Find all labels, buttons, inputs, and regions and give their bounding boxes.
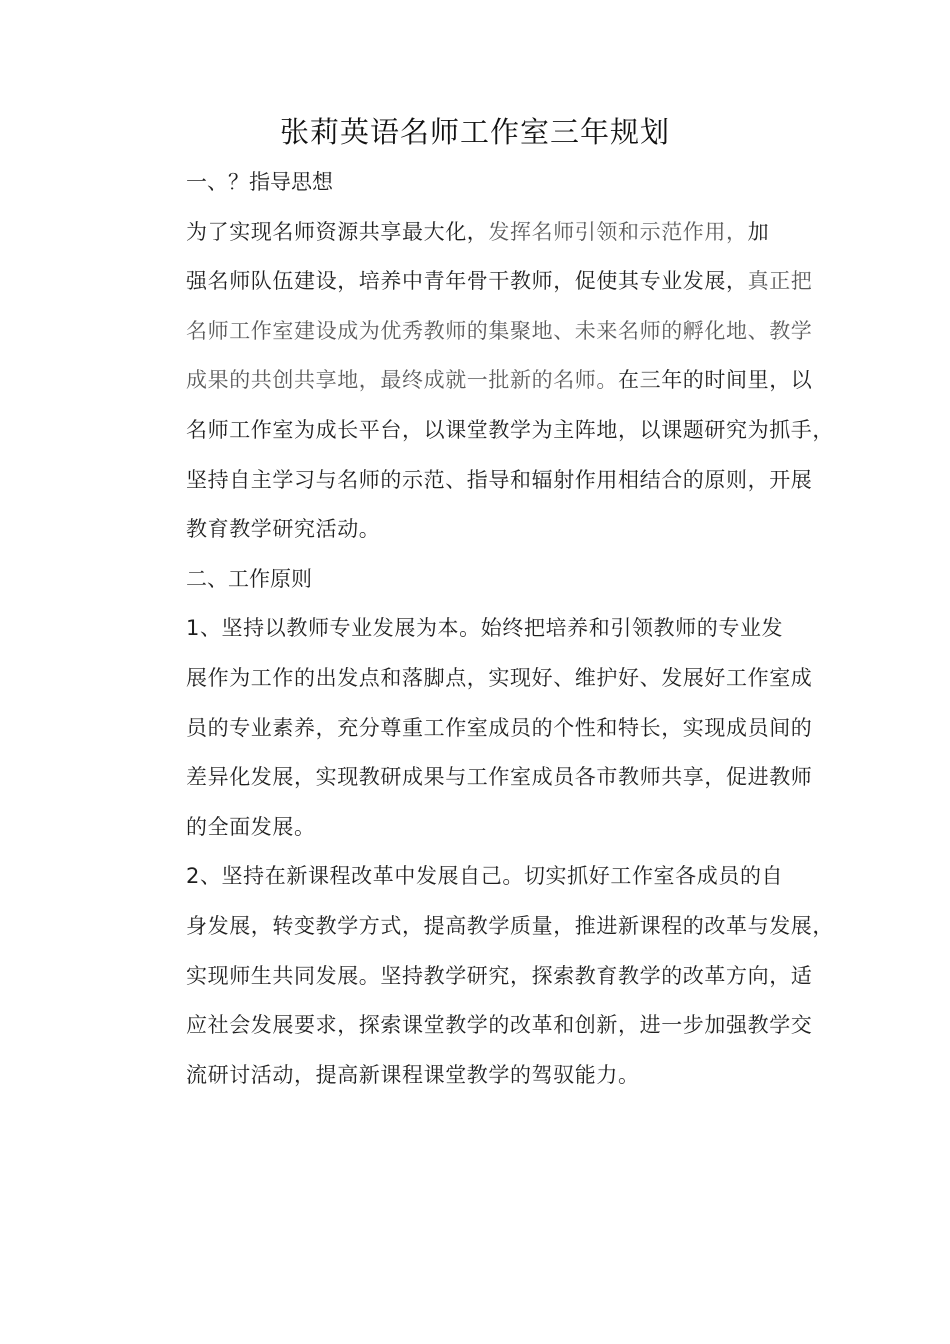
section-heading-work-principles: 二、工作原则 xyxy=(186,566,312,591)
text-line xyxy=(142,356,822,406)
text-line: 展作为工作的出发点和落脚点，实现好、维护好、发展好工作室成 xyxy=(186,665,813,690)
text-line xyxy=(142,505,822,555)
section-heading-guiding-ideology: 一、？指导思想 xyxy=(186,170,333,194)
text-run: 名师工作室为成长平台，以课堂教学为主阵地，以课题研究为抓手， xyxy=(186,417,834,442)
text-run: 强名师队伍建设，培养中青年骨干教师，促使其专业发展， xyxy=(186,269,748,294)
text-run: 坚持自主学习与名师的示范、指导和辐射作用相结合的原则，开展 xyxy=(186,467,813,492)
paragraph-guiding-ideology xyxy=(142,208,834,555)
text-run: 在三年的时间里，以 xyxy=(618,368,813,393)
paragraph-principle-2 xyxy=(142,852,834,1100)
text-run: 真正把 xyxy=(747,269,813,294)
text-line xyxy=(142,257,822,307)
document-body xyxy=(142,158,834,1100)
text-line: 员的专业素养，充分尊重工作室成员的个性和特长，实现成员间的 xyxy=(186,715,813,740)
document-title: 张莉英语名师工作室三年规划 xyxy=(279,115,670,149)
text-line: 1、坚持以教师专业发展为本。始终把培养和引领教师的专业发 xyxy=(186,616,784,641)
text-line: 差异化发展，实现教研成果与工作室成员各市教师共享，促进教师 xyxy=(186,765,813,790)
text-line: 2、坚持在新课程改革中发展自己。切实抓好工作室各成员的自 xyxy=(186,864,784,889)
text-run: 成果的共创共享地，最终成就一批新的名师。 xyxy=(186,368,618,393)
text-line: 应社会发展要求，探索课堂教学的改革和创新，进一步加强教学交 xyxy=(186,1013,813,1038)
text-line xyxy=(142,406,834,456)
text-run: 名师工作室建设成为优秀教师的集聚地、未来名师的孵化地、教学 xyxy=(186,318,813,343)
paragraph-principle-1 xyxy=(142,604,822,852)
text-run: 为了实现名师资源共享最大化， xyxy=(186,219,489,244)
text-run: 教育教学研究活动。 xyxy=(186,517,381,542)
text-line: 身发展，转变教学方式，提高教学质量，推进新课程的改革与发展， xyxy=(186,913,834,938)
text-line: 实现师生共同发展。坚持教学研究，探索教育教学的改革方向，适 xyxy=(186,963,813,988)
text-line xyxy=(142,456,822,506)
text-line: 流研讨活动，提高新课程课堂教学的驾驭能力。 xyxy=(186,1062,640,1087)
text-line xyxy=(142,307,822,357)
text-run: 发挥名师引领和示范作用， xyxy=(488,219,748,244)
text-line xyxy=(142,208,822,258)
text-line: 的全面发展。 xyxy=(186,814,316,839)
text-run: 加 xyxy=(747,219,770,244)
